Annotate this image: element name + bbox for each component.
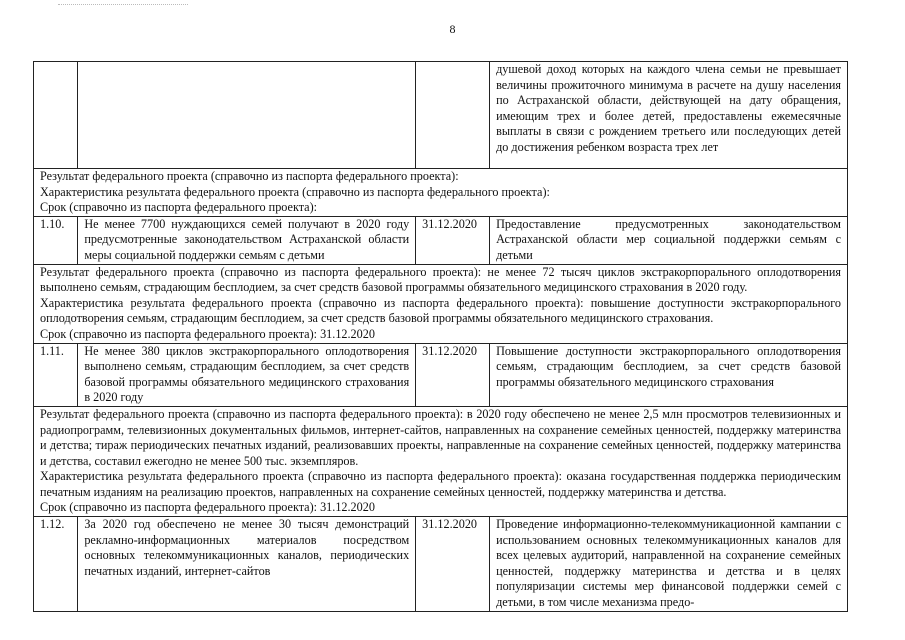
project-results-table: [33, 61, 848, 612]
row-result: Повышение доступности экстракорпорального оплодотворения семьям, страдающим бесплодием, за счет средств базовой программы обязательного медицинского страхования: [490, 343, 848, 406]
table-row: [34, 343, 848, 406]
row-description: Не менее 7700 нуждающихся семей получают в 2020 году предусмотренные законодательством Астраханской области меры социальной поддержки семьям с детьми: [78, 216, 416, 264]
row-number: 1.12.: [34, 517, 78, 612]
row-deadline: 31.12.2020: [416, 517, 490, 612]
row-deadline: 31.12.2020: [416, 216, 490, 264]
table-row: [34, 517, 848, 612]
federal-result-block: [34, 169, 848, 217]
federal-deadline-text: Срок (справочно из паспорта федерального проекта): 31.12.2020: [40, 326, 375, 341]
num-cell: [34, 62, 78, 169]
federal-characteristic-label: Характеристика результата федерального проекта (справочно из паспорта федерального проекта):: [40, 184, 550, 199]
row-description: Не менее 380 циклов экстракорпорального оплодотворения выполнено семьям, страдающим бесплодием, за счет средств базовой программы обязательного медицинского страхования в 2020 году: [78, 343, 416, 406]
federal-result-text: Результат федерального проекта (справочно из паспорта федерального проекта): в 2020 году обеспечено не менее 2,5 млн просмотров телевизионных и радиопрограмм, телевизионных документальных фильмов, интернет-сайтов, направленных на сохранение семейных ценностей, поддержку материнства и детства; тираж периодических печатных изданий, реализовавших проекты, направленные на сохранение семейных ценностей, поддержку материнства и детства, составил ежегодно не менее 500 тыс. экземпляров.: [40, 406, 841, 468]
row-result: Проведение информационно-телекоммуникационной кампании с использованием основных телекоммуникационных каналов для всех целевых аудиторий, направленной на сохранение семейных ценностей, поддержку материнства и детства и в целях популяризации системы мер финансовой поддержки семей с детьми, в том числе механизма предо-: [490, 517, 848, 612]
federal-characteristic-text: Характеристика результата федерального проекта (справочно из паспорта федерального проекта): повышение доступности экстракорпорального оплодотворения семьям, страдающим бесплодием, за счет средств базовой программы обязательного медицинского страхования.: [40, 295, 841, 326]
federal-characteristic-text: Характеристика результата федерального проекта (справочно из паспорта федерального проекта): оказана государственная поддержка периодическим печатным изданиям на реализацию проектов, направленных на сохранение семейных ценностей, поддержку материнства и детства.: [40, 469, 841, 499]
result-cell: душевой доход которых на каждого члена семьи не превышает величины прожиточного минимума в расчете на душу населения по Астраханской области, действующей на дату обращения, имеющим трех и более детей, предоставлены ежемесячные выплаты в связи с рождением третьего или последующих детей до достижения ребенком возраста трех лет: [490, 62, 848, 169]
federal-result-text: Результат федерального проекта (справочно из паспорта федерального проекта): не менее 72 тысяч циклов экстракорпорального оплодотворения выполнено семьям, страдающим бесплодием, за счет средств базовой программы обязательного медицинского страхования в 2020 году.: [40, 264, 841, 295]
row-number: 1.11.: [34, 343, 78, 406]
row-description: За 2020 год обеспечено не менее 30 тысяч демонстраций рекламно-информационных материалов посредством основных телекоммуникационных каналов, периодических печатных изданий, интернет-сайтов: [78, 517, 416, 612]
date-cell: [416, 62, 490, 169]
table-row: [34, 216, 848, 264]
table-row: [34, 62, 848, 169]
row-result: Предоставление предусмотренных законодательством Астраханской области мер социальной поддержки семьям с детьми: [490, 216, 848, 264]
page-number: 8: [449, 22, 456, 36]
federal-deadline-text: Срок (справочно из паспорта федерального проекта): 31.12.2020: [40, 500, 375, 515]
row-deadline: 31.12.2020: [416, 343, 490, 406]
federal-result-label: Результат федерального проекта (справочно из паспорта федерального проекта):: [40, 169, 459, 183]
scan-artifact: [58, 4, 188, 8]
federal-result-block: [34, 264, 848, 343]
federal-deadline-label: Срок (справочно из паспорта федерального проекта):: [40, 200, 318, 215]
desc-cell: [78, 62, 416, 169]
federal-result-block: [34, 406, 848, 516]
row-number: 1.10.: [34, 216, 78, 264]
